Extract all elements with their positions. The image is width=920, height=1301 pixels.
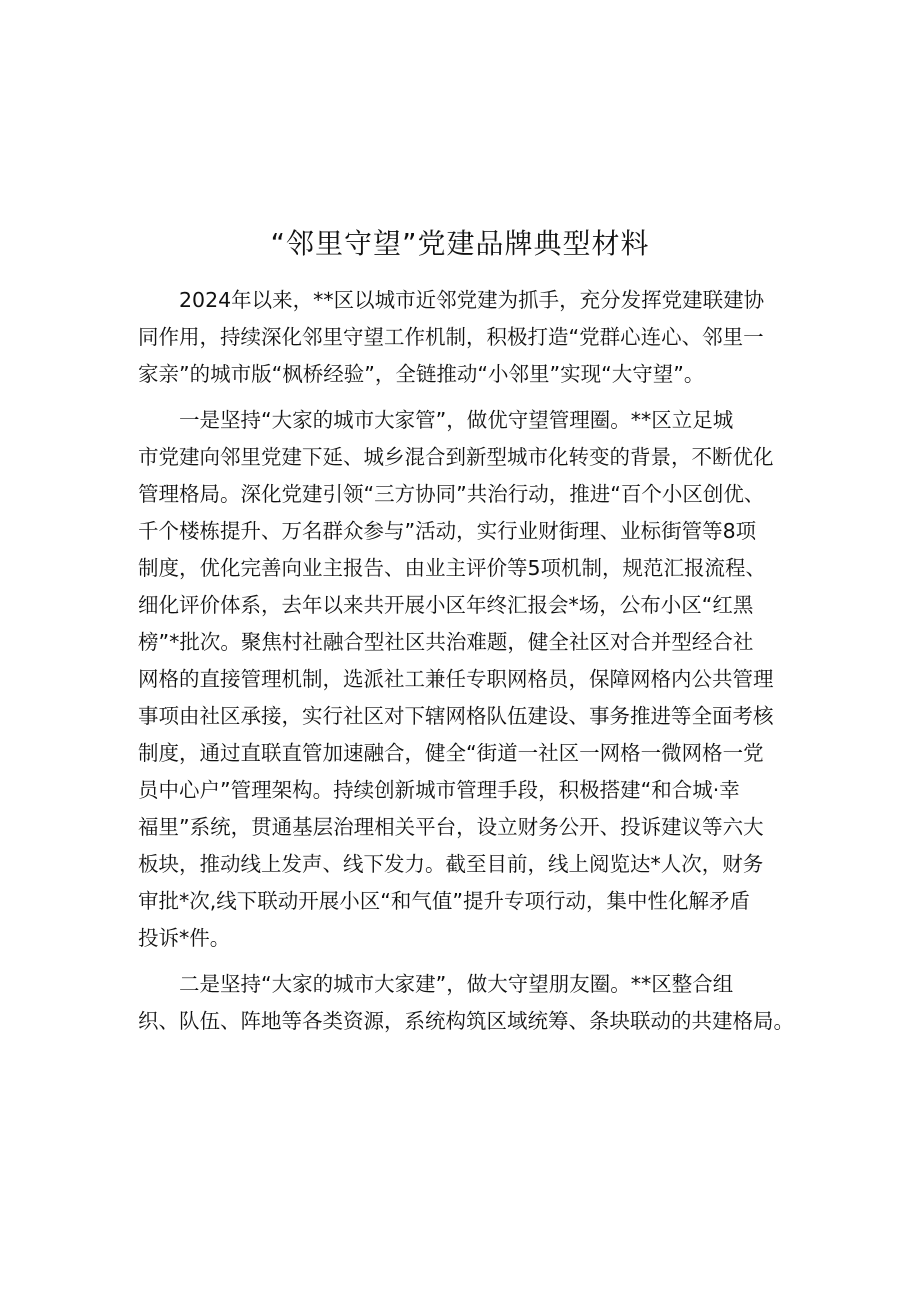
text-line: 网格的直接管理机制，选派社工兼任专职网格员，保障网格内公共管理 <box>138 667 774 691</box>
text-line: 制度，优化完善向业主报告、由业主评价等5项机制，规范汇报流程、 <box>138 556 767 580</box>
text-line: 一是坚持“大家的城市大家管”，做优守望管理圈。**区立足城 <box>138 408 734 432</box>
text-line: 福里”系统，贯通基层治理相关平台，设立财务公开、投诉建议等六大 <box>138 815 764 839</box>
text-line: 板块，推动线上发声、线下发力。截至目前，线上阅览达*人次，财务 <box>138 852 764 876</box>
paragraph-point-two <box>138 966 800 1040</box>
text-line: 制度，通过直联直管加速融合，健全“街道一社区一网格一微网格一党 <box>138 741 764 765</box>
text-line: 同作用，持续深化邻里守望工作机制，积极打造“党群心连心、邻里一 <box>138 325 764 349</box>
text-line: 事项由社区承接，实行社区对下辖网格队伍建设、事务推进等全面考核 <box>138 704 774 728</box>
text-line: 二是坚持“大家的城市大家建”，做大守望朋友圈。**区整合组 <box>138 972 734 996</box>
text-line: 投诉*件。 <box>138 926 231 950</box>
text-line: 市党建向邻里党建下延、城乡混合到新型城市化转变的背景，不断优化 <box>138 445 774 469</box>
text-line: 2024年以来，**区以城市近邻党建为抓手，充分发挥党建联建协 <box>138 288 765 312</box>
text-line: 榜”*批次。聚焦村社融合型社区共治难题，健全社区对合并型经合社 <box>138 630 754 654</box>
document-title: “邻里守望”党建品牌典型材料 <box>270 227 650 260</box>
text-line: 审批*次,线下联动开展小区“和气值”提升专项行动，集中性化解矛盾 <box>138 889 751 913</box>
text-line: 管理格局。深化党建引领“三方协同”共治行动，推进“百个小区创优、 <box>138 482 765 506</box>
text-line: 员中心户”管理架构。持续创新城市管理手段，积极搭建“和合城·幸 <box>138 778 740 802</box>
text-line: 织、队伍、阵地等各类资源，系统构筑区域统筹、条块联动的共建格局。 <box>138 1009 794 1033</box>
paragraph-point-one <box>138 402 800 957</box>
paragraph-intro <box>138 282 800 393</box>
document-body <box>138 282 800 1049</box>
text-line: 千个楼栋提升、万名群众参与”活动，实行业财街理、业标街管等8项 <box>138 519 757 543</box>
text-line: 细化评价体系，去年以来共开展小区年终汇报会*场，公布小区“红黑 <box>138 593 754 617</box>
text-line: 家亲”的城市版“枫桥经验”，全链推动“小邻里”实现“大守望”。 <box>138 362 705 386</box>
